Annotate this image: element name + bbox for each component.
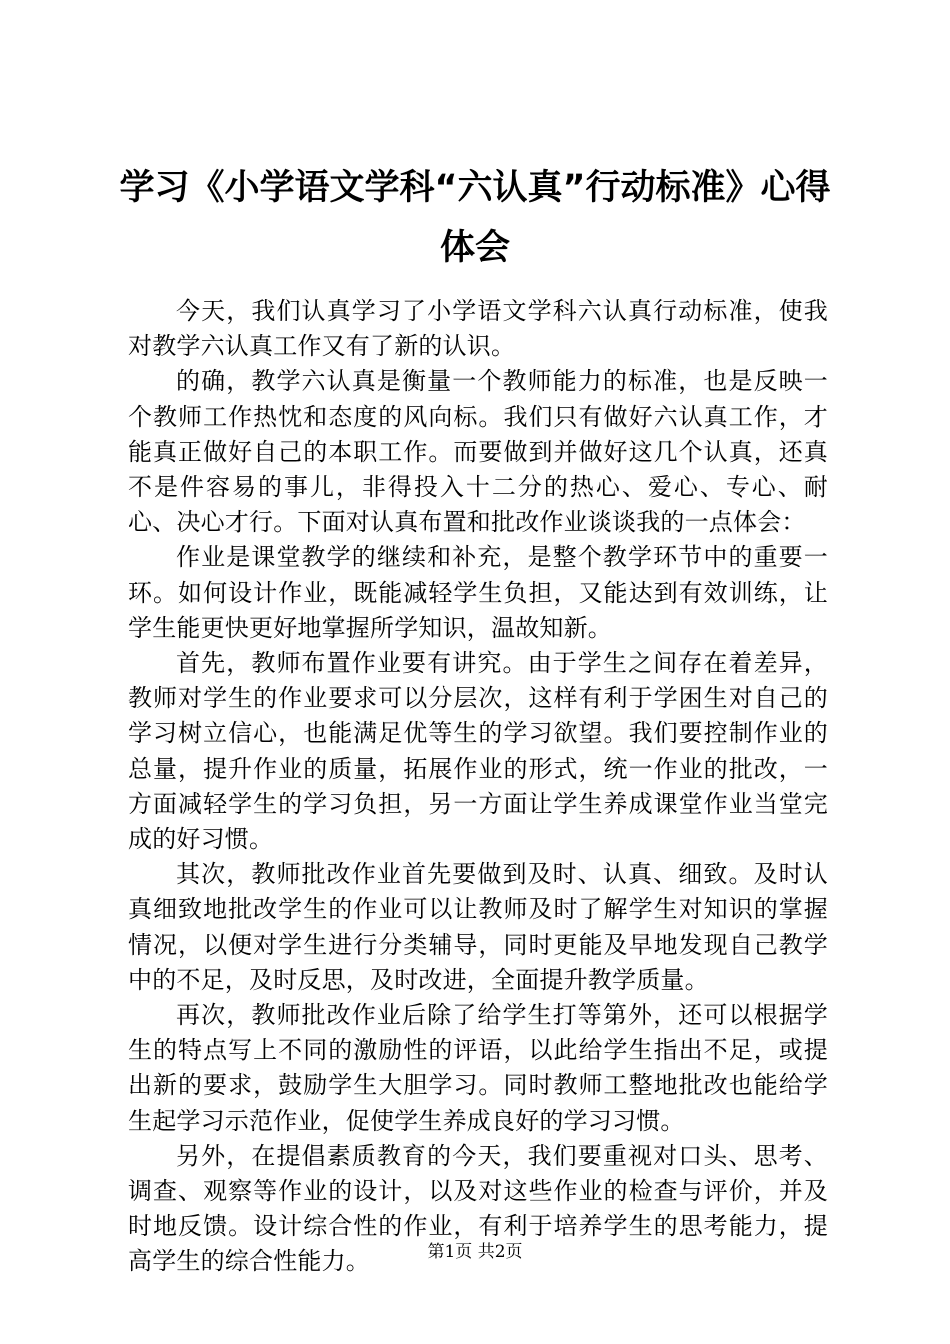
paragraph: 其次，教师批改作业首先要做到及时、认真、细致。及时认真细致地批改学生的作业可以让教师及时了解学生对知识的掌握情况，以便对学生进行分类辅导，同时更能及早地发现自己教学中的不足，及时反思，及时改进，全面提升教学质量。 (128, 860, 828, 994)
paragraph: 今天，我们认真学习了小学语文学科六认真行动标准，使我对教学六认真工作又有了新的认识。 (128, 297, 828, 361)
paragraph: 另外，在提倡素质教育的今天，我们要重视对口头、思考、调查、观察等作业的设计，以及对这些作业的检查与评价，并及时地反馈。设计综合性的作业，有利于培养学生的思考能力，提高学生的综合性能力。 (128, 1141, 828, 1276)
document-title: 学习《小学语文学科“六认真”行动标准》心得体会 (119, 168, 831, 268)
paragraph: 作业是课堂教学的继续和补充，是整个教学环节中的重要一环。如何设计作业，既能减轻学生负担，又能达到有效训练，让学生能更快更好地掌握所学知识，温故知新。 (128, 543, 828, 642)
page-number-footer: 第1页 共2页 (427, 1242, 523, 1262)
paragraph: 再次，教师批改作业后除了给学生打等第外，还可以根据学生的特点写上不同的激励性的评语，以此给学生指出不足，或提出新的要求，鼓励学生大胆学习。同时教师工整地批改也能给学生起学习示范作业，促使学生养成良好的学习习惯。 (128, 1001, 828, 1135)
paragraph: 的确，教学六认真是衡量一个教师能力的标准，也是反映一个教师工作热忱和态度的风向标。我们只有做好六认真工作，才能真正做好自己的本职工作。而要做到并做好这几个认真，还真不是件容易的事儿，非得投入十二分的热心、爱心、专心、耐心、决心才行。下面对认真布置和批改作业谈谈我的一点体会： (128, 367, 828, 537)
document-body (128, 294, 828, 1280)
paragraph: 首先，教师布置作业要有讲究。由于学生之间存在着差异，教师对学生的作业要求可以分层次，这样有利于学困生对自己的学习树立信心，也能满足优等生的学习欲望。我们要控制作业的总量，提升作业的质量，拓展作业的形式，统一作业的批改，一方面减轻学生的学习负担，另一方面让学生养成课堂作业当堂完成的好习惯。 (128, 649, 828, 854)
